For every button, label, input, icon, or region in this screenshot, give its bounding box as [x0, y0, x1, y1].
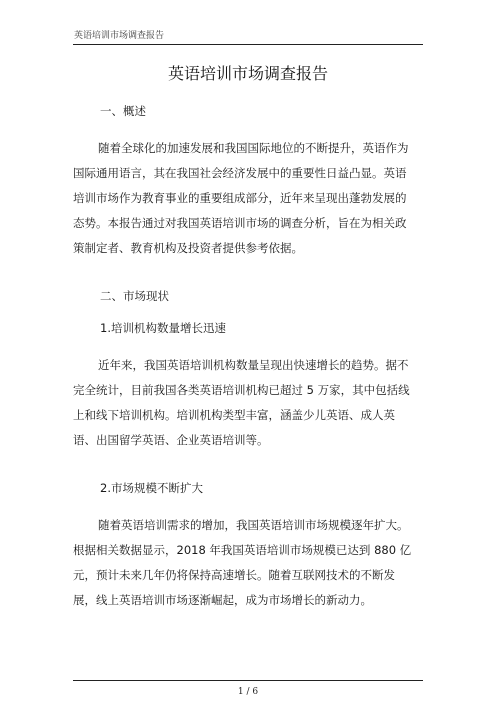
- paragraph-line: 展，线上英语培训市场逐渐崛起，成为市场增长的新动力。: [73, 593, 372, 607]
- footer-rule: [73, 680, 423, 681]
- subsection-heading-market-size: 2.市场规模不断扩大: [100, 481, 203, 495]
- paragraph-line: 随着全球化的加速发展和我国国际地位的不断提升，英语作为: [98, 141, 409, 155]
- institutions-paragraph: [73, 353, 423, 453]
- paragraph-line: 近年来，我国英语培训机构数量呈现出快速增长的趋势。据不: [98, 358, 409, 372]
- section-heading-market-status: 二、市场现状: [100, 289, 169, 303]
- header-rule: [73, 44, 423, 45]
- overview-paragraph: [73, 136, 423, 261]
- market-size-paragraph: [73, 513, 423, 613]
- paragraph-line: 策制定者、教育机构及投资者提供参考依据。: [73, 241, 303, 255]
- paragraph-line: 培训市场作为教育事业的重要组成部分，近年来呈现出蓬勃发展的: [73, 191, 407, 205]
- section-heading-overview: 一、概述: [100, 104, 146, 118]
- paragraph-line: 国际通用语言，其在我国社会经济发展中的重要性日益凸显。英语: [73, 166, 407, 180]
- paragraph-line: 语、出国留学英语、企业英语培训等。: [73, 433, 269, 447]
- paragraph-line: 完全统计，目前我国各类英语培训机构已超过 5 万家，其中包括线: [73, 383, 410, 397]
- paragraph-line: 元，预计未来几年仍将保持高速增长。随着互联网技术的不断发: [73, 568, 395, 582]
- paragraph-line: 上和线下培训机构。培训机构类型丰富，涵盖少儿英语、成人英: [73, 408, 395, 422]
- paragraph-line: 态势。本报告通过对我国英语培训市场的调查分析，旨在为相关政: [73, 216, 407, 230]
- subsection-heading-institutions: 1.培训机构数量增长迅速: [100, 321, 226, 335]
- page-number: 1 / 6: [237, 687, 259, 697]
- paragraph-line: 随着英语培训需求的增加，我国英语培训市场规模逐年扩大。: [98, 518, 409, 532]
- running-header: 英语培训市场调查报告: [74, 31, 165, 41]
- document-title: 英语培训市场调查报告: [167, 64, 328, 83]
- paragraph-line: 根据相关数据显示，2018 年我国英语培训市场规模已达到 880 亿: [73, 543, 412, 557]
